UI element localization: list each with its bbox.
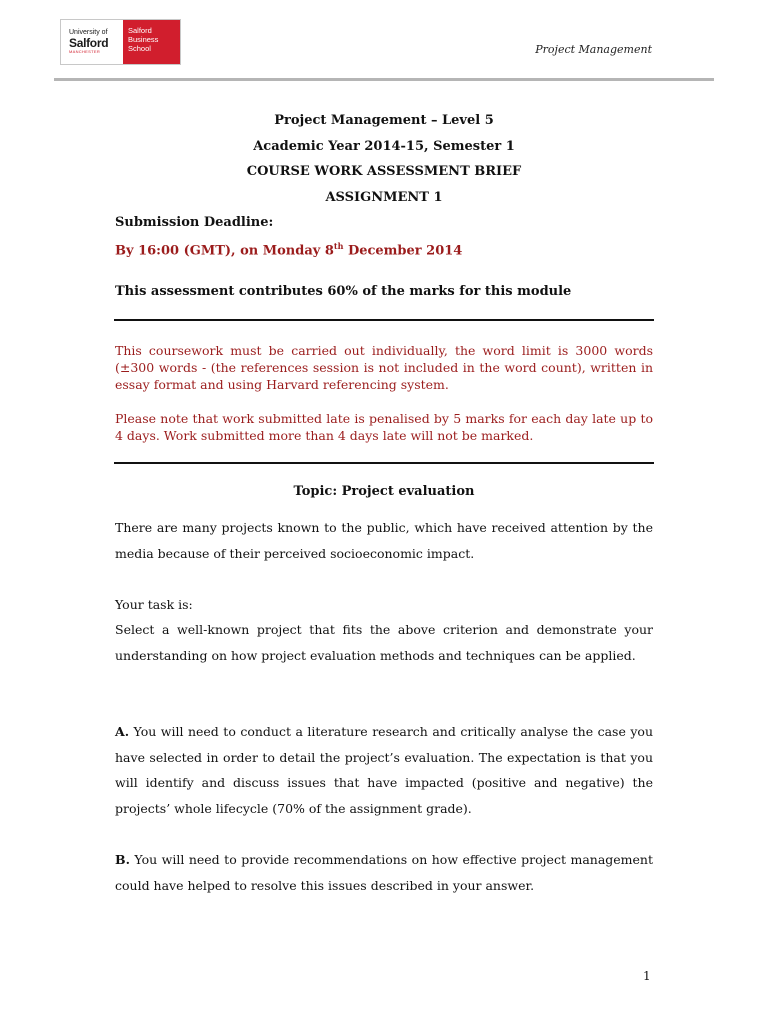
header-divider bbox=[54, 78, 714, 81]
intro-paragraph: There are many projects known to the public, which have received attention by the media because of their perceived socioeconomic impact. bbox=[115, 520, 653, 561]
logo-university-part bbox=[61, 20, 123, 64]
part-a-label: A. bbox=[115, 724, 130, 739]
part-a-text: You will need to conduct a literature research and critically analyse the case you have selected in order to detail the project’s evaluation. The expectation is that you will identify and discuss issues that have impacted (positive and negative) the projects’ whole lifecycle (70% of the assignment grade). bbox=[115, 724, 653, 816]
university-logo bbox=[60, 19, 181, 65]
part-b-paragraph bbox=[115, 847, 653, 898]
title-line-3: COURSE WORK ASSESSMENT BRIEF bbox=[246, 164, 522, 179]
notice-late-penalty: Please note that work submitted late is penalised by 5 marks for each day late up to 4 days. Work submitted more than 4 days late will not be marked. bbox=[115, 411, 653, 443]
deadline-date bbox=[115, 241, 462, 258]
title-line-4: ASSIGNMENT 1 bbox=[325, 190, 443, 205]
part-a-paragraph bbox=[115, 719, 653, 821]
logo-school-line3: School bbox=[128, 44, 151, 53]
deadline-date-pre: By 16:00 (GMT), on Monday 8 bbox=[115, 243, 334, 259]
task-label: Your task is: bbox=[115, 597, 193, 612]
title-line-2: Academic Year 2014-15, Semester 1 bbox=[253, 139, 515, 154]
topic-heading: Topic: Project evaluation bbox=[293, 484, 475, 499]
section-divider-bottom bbox=[114, 462, 654, 464]
logo-school-line1: Salford bbox=[128, 26, 152, 35]
deadline-label: Submission Deadline: bbox=[115, 215, 274, 230]
section-divider-top bbox=[114, 319, 654, 321]
notice-individual-work: This coursework must be carried out individually, the word limit is 3000 words (±300 words - (the references session is not included in the word count), written in essay format and using Harvard referencing system. bbox=[115, 343, 653, 392]
contribution-statement: This assessment contributes 60% of the marks for this module bbox=[115, 284, 572, 299]
part-b-text: You will need to provide recommendations on how effective project management could have helped to resolve this issues described in your answer. bbox=[115, 852, 653, 893]
deadline-date-post: December 2014 bbox=[343, 243, 463, 259]
deadline-date-sup: th bbox=[333, 241, 344, 251]
header-module-name: Project Management bbox=[535, 43, 652, 56]
part-b-label: B. bbox=[115, 852, 130, 867]
task-paragraph: Select a well-known project that fits the above criterion and demonstrate your understanding on how project evaluation methods and techniques can be applied. bbox=[115, 622, 653, 663]
logo-university-of: University of bbox=[69, 29, 108, 36]
logo-school-part bbox=[123, 20, 180, 64]
title-line-1: Project Management – Level 5 bbox=[274, 113, 494, 128]
logo-school-line2: Business bbox=[128, 35, 159, 44]
page-number: 1 bbox=[643, 969, 651, 983]
logo-manchester: MANCHESTER bbox=[69, 49, 101, 54]
logo-salford: Salford bbox=[69, 36, 109, 50]
